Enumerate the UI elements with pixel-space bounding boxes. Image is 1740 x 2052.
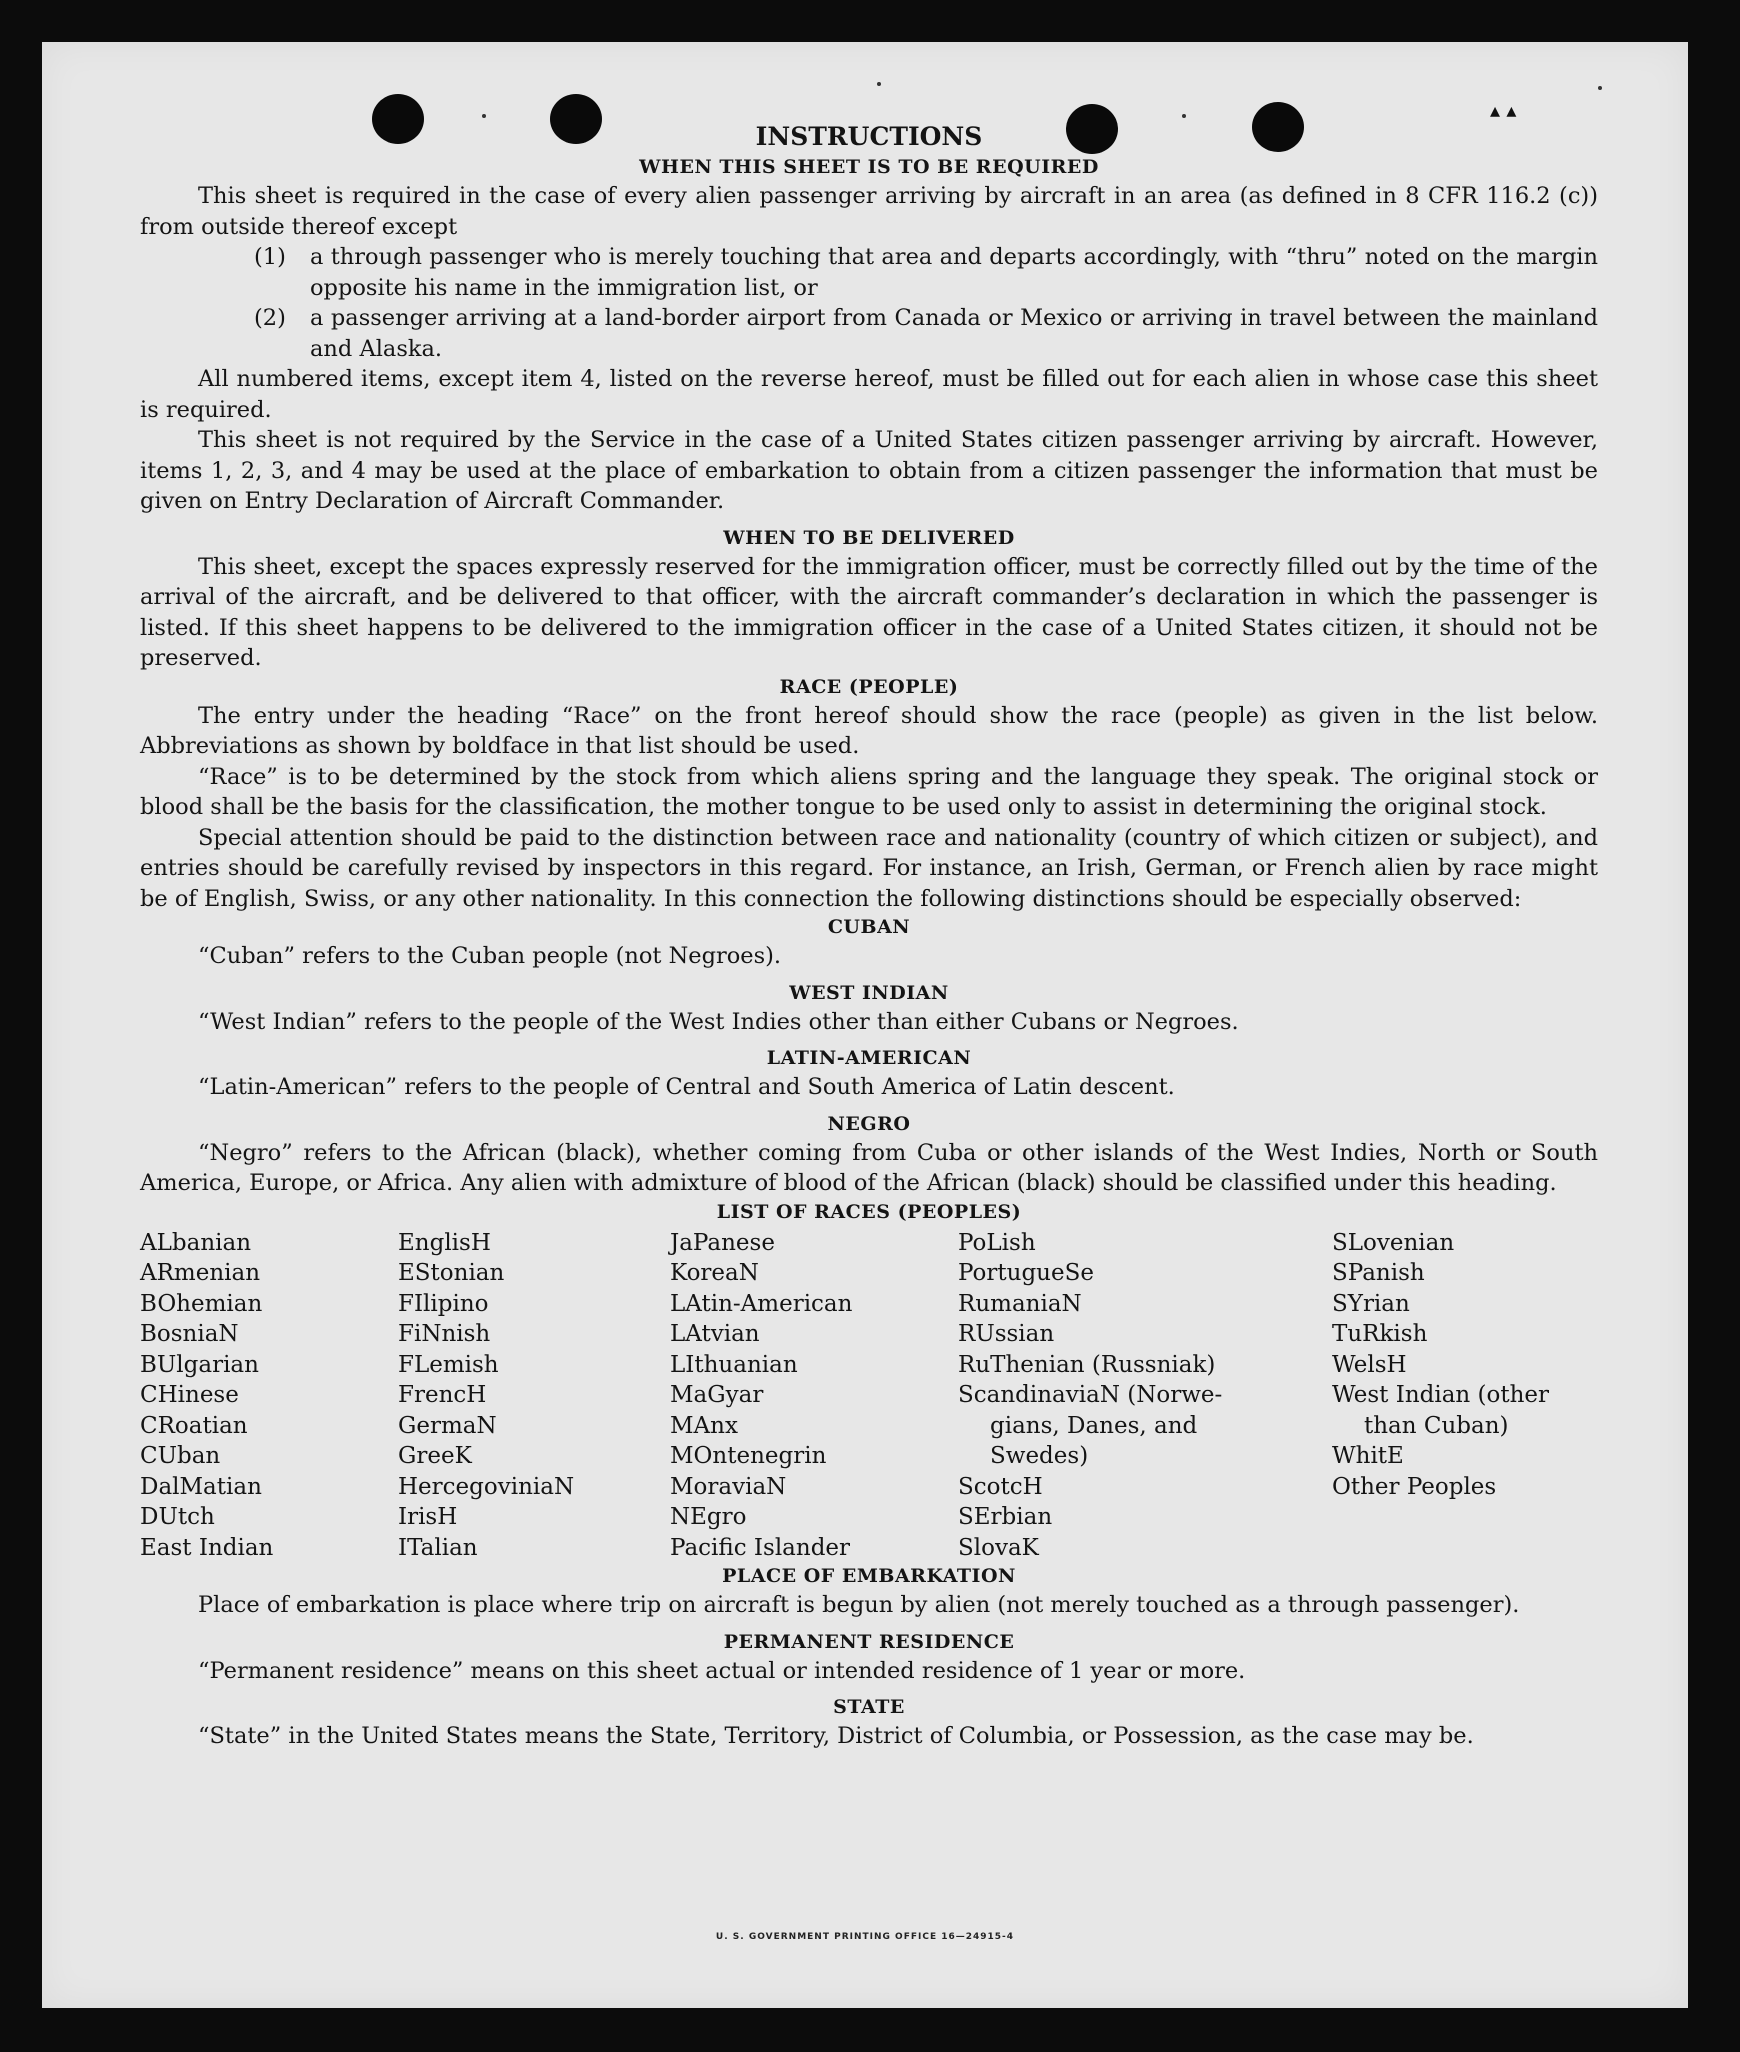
paragraph: This sheet, except the spaces expressly reserved for the immigration officer, must be correctly filled out by the time of the arrival of the aircraft, and be delivered to that officer, with the aircraft commander’s declaration in which the passenger is listed. If this sheet happens to be delivered to the immigration officer in the case of a United States citizen, it should not be preserved. <box>140 553 1598 671</box>
race-entry: ScandinaviaN (Norwe- <box>958 1382 1223 1408</box>
races-column <box>398 1228 670 1564</box>
item-number: (2) <box>254 305 286 331</box>
race-entry: West Indian (other <box>1332 1382 1550 1408</box>
list-item <box>254 242 1598 303</box>
race-entry: KoreaN <box>670 1260 759 1286</box>
item-text: a passenger arriving at a land-border airport from Canada or Mexico or arriving in travel between the mainland and Alaska. <box>310 305 1598 362</box>
race-entry: SPanish <box>1332 1260 1425 1286</box>
races-column <box>958 1228 1332 1564</box>
race-entry: FrencH <box>398 1382 487 1408</box>
race-entry: WhitE <box>1332 1443 1404 1469</box>
races-column <box>670 1228 958 1564</box>
race-entry: SErbian <box>958 1504 1053 1530</box>
races-list <box>140 1228 1598 1564</box>
paragraph: All numbered items, except item 4, listed on the reverse hereof, must be filled out for each alien in whose case this sheet is required. <box>140 366 1598 423</box>
race-entry: RuThenian (Russniak) <box>958 1351 1216 1378</box>
race-entry: CUban <box>140 1443 221 1469</box>
dust-speck <box>482 114 486 118</box>
race-entry-continued: gians, Danes, and <box>990 1412 1198 1439</box>
race-entry-continued: than Cuban) <box>1364 1412 1509 1439</box>
heading-embarkation: PLACE OF EMBARKATION <box>722 1565 1016 1587</box>
heading-when-required: WHEN THIS SHEET IS TO BE REQUIRED <box>639 156 1099 178</box>
race-entry: TuRkish <box>1332 1321 1428 1347</box>
paragraph: “Permanent residence” means on this sheet actual or intended residence of 1 year or more. <box>198 1657 1246 1684</box>
heading-when-delivered: WHEN TO BE DELIVERED <box>723 526 1015 549</box>
paragraph: “Cuban” refers to the Cuban people (not Negroes). <box>198 943 782 969</box>
race-entry: RumaniaN <box>958 1290 1082 1317</box>
race-entry: ARmenian <box>140 1260 261 1286</box>
race-entry: SLovenian <box>1332 1229 1455 1256</box>
list-item <box>254 303 1598 364</box>
race-entry: CRoatian <box>140 1412 248 1439</box>
race-entry: PortugueSe <box>958 1260 1094 1286</box>
race-entry: LAtvian <box>670 1321 760 1347</box>
item-number: (1) <box>254 244 286 270</box>
race-entry: SlovaK <box>958 1534 1039 1561</box>
heading-permanent-residence: PERMANENT RESIDENCE <box>723 1630 1015 1653</box>
race-entry: IrisH <box>398 1504 458 1530</box>
heading-race: RACE (PEOPLE) <box>779 675 959 698</box>
race-entry: EnglisH <box>398 1229 491 1256</box>
race-entry: FLemish <box>398 1351 499 1378</box>
race-entry: LAtin-American <box>670 1290 853 1317</box>
dust-speck <box>1598 86 1602 90</box>
race-entry: BOhemian <box>140 1290 263 1317</box>
heading-latin-american: LATIN-AMERICAN <box>766 1047 972 1069</box>
race-entry: ALbanian <box>140 1229 252 1256</box>
race-entry: ITalian <box>398 1534 478 1561</box>
page-title: INSTRUCTIONS <box>755 122 983 151</box>
race-entry: MOntenegrin <box>670 1443 827 1469</box>
paragraph: Special attention should be paid to the distinction between race and nationality (country of which citizen or subject), and entries should be carefully revised by inspectors in this regard. For instance, an Irish, German, or French alien by race might be of English, Swiss, or any other nationality. In this connection the following distinctions should be especially observed: <box>140 824 1598 912</box>
printing-office-imprint: U. S. GOVERNMENT PRINTING OFFICE 16—24915-4 <box>715 1932 1015 1942</box>
paragraph: “Negro” refers to the African (black), whether coming from Cuba or other islands of the West Indies, North or South America, Europe, or Africa. Any alien with admixture of blood of the African (black) should be classified under this heading. <box>140 1139 1598 1196</box>
dust-speck <box>1182 114 1186 118</box>
race-entry: East Indian <box>140 1534 274 1561</box>
race-entry: FiNnish <box>398 1321 491 1347</box>
races-column <box>140 1228 398 1564</box>
race-entry: WelsH <box>1332 1351 1407 1378</box>
race-entry: RUssian <box>958 1321 1055 1347</box>
paragraph: “State” in the United States means the State, Territory, District of Columbia, or Possession, as the case may be. <box>198 1723 1474 1749</box>
heading-west-indian: WEST INDIAN <box>789 981 949 1004</box>
instructions-body <box>140 120 1598 1752</box>
race-entry: BUlgarian <box>140 1351 259 1378</box>
item-text: a through passenger who is merely touching that area and departs accordingly, with “thru” noted on the margin opposite his name in the immigration list, or <box>310 244 1598 301</box>
races-column <box>1332 1228 1598 1564</box>
race-entry: NEgro <box>670 1504 747 1530</box>
heading-negro: NEGRO <box>827 1112 911 1135</box>
race-entry: Other Peoples <box>1332 1473 1497 1500</box>
race-entry: MAnx <box>670 1412 738 1439</box>
heading-state: STATE <box>833 1696 905 1718</box>
race-entry: JaPanese <box>670 1229 775 1256</box>
dust-speck <box>877 82 881 86</box>
race-entry: GreeK <box>398 1443 472 1469</box>
paragraph: “Race” is to be determined by the stock from which aliens spring and the language they speak. The original stock or blood shall be the basis for the classification, the mother tongue to be used only to assist in determining the original stock. <box>140 763 1598 820</box>
race-entry: MoraviaN <box>670 1473 787 1500</box>
heading-cuban: CUBAN <box>827 916 911 938</box>
race-entry: PoLish <box>958 1229 1036 1256</box>
race-entry: DUtch <box>140 1504 215 1530</box>
race-entry: GermaN <box>398 1412 497 1439</box>
race-entry: EStonian <box>398 1260 505 1286</box>
paragraph: This sheet is not required by the Service in the case of a United States citizen passenger arriving by aircraft. However, items 1, 2, 3, and 4 may be used at the place of embarkation to obtain from a citizen passenger the information that must be given on Entry Declaration of Aircraft Commander. <box>140 427 1598 514</box>
race-entry: Pacific Islander <box>670 1534 851 1561</box>
race-entry: CHinese <box>140 1382 239 1408</box>
paragraph: “Latin-American” refers to the people of Central and South America of Latin descent. <box>198 1074 1175 1100</box>
paragraph: Place of embarkation is place where trip on aircraft is begun by alien (not merely touched as a through passenger). <box>198 1592 1520 1618</box>
paragraph: The entry under the heading “Race” on the front hereof should show the race (people) as given in the list below. Abbreviations as shown by boldface in that list should be used. <box>140 702 1598 759</box>
race-entry: FIlipino <box>398 1290 489 1317</box>
race-entry: DalMatian <box>140 1473 262 1500</box>
race-entry: BosniaN <box>140 1321 239 1347</box>
race-entry: LIthuanian <box>670 1351 798 1378</box>
race-entry: SYrian <box>1332 1290 1410 1317</box>
document-page <box>42 42 1688 2008</box>
race-entry: ScotcH <box>958 1473 1043 1500</box>
race-entry-continued: Swedes) <box>990 1443 1089 1469</box>
race-entry: MaGyar <box>670 1382 764 1408</box>
race-entry: HercegoviniaN <box>398 1473 575 1500</box>
ink-mark: ▴ ▴ <box>1490 98 1517 122</box>
paragraph: This sheet is required in the case of every alien passenger arriving by aircraft in an area (as defined in 8 CFR 116.2 (c)) from outside thereof except <box>140 183 1598 240</box>
heading-list-of-races: LIST OF RACES (PEOPLES) <box>716 1200 1022 1223</box>
paragraph: “West Indian” refers to the people of the West Indies other than either Cubans or Negroes. <box>198 1008 1239 1035</box>
